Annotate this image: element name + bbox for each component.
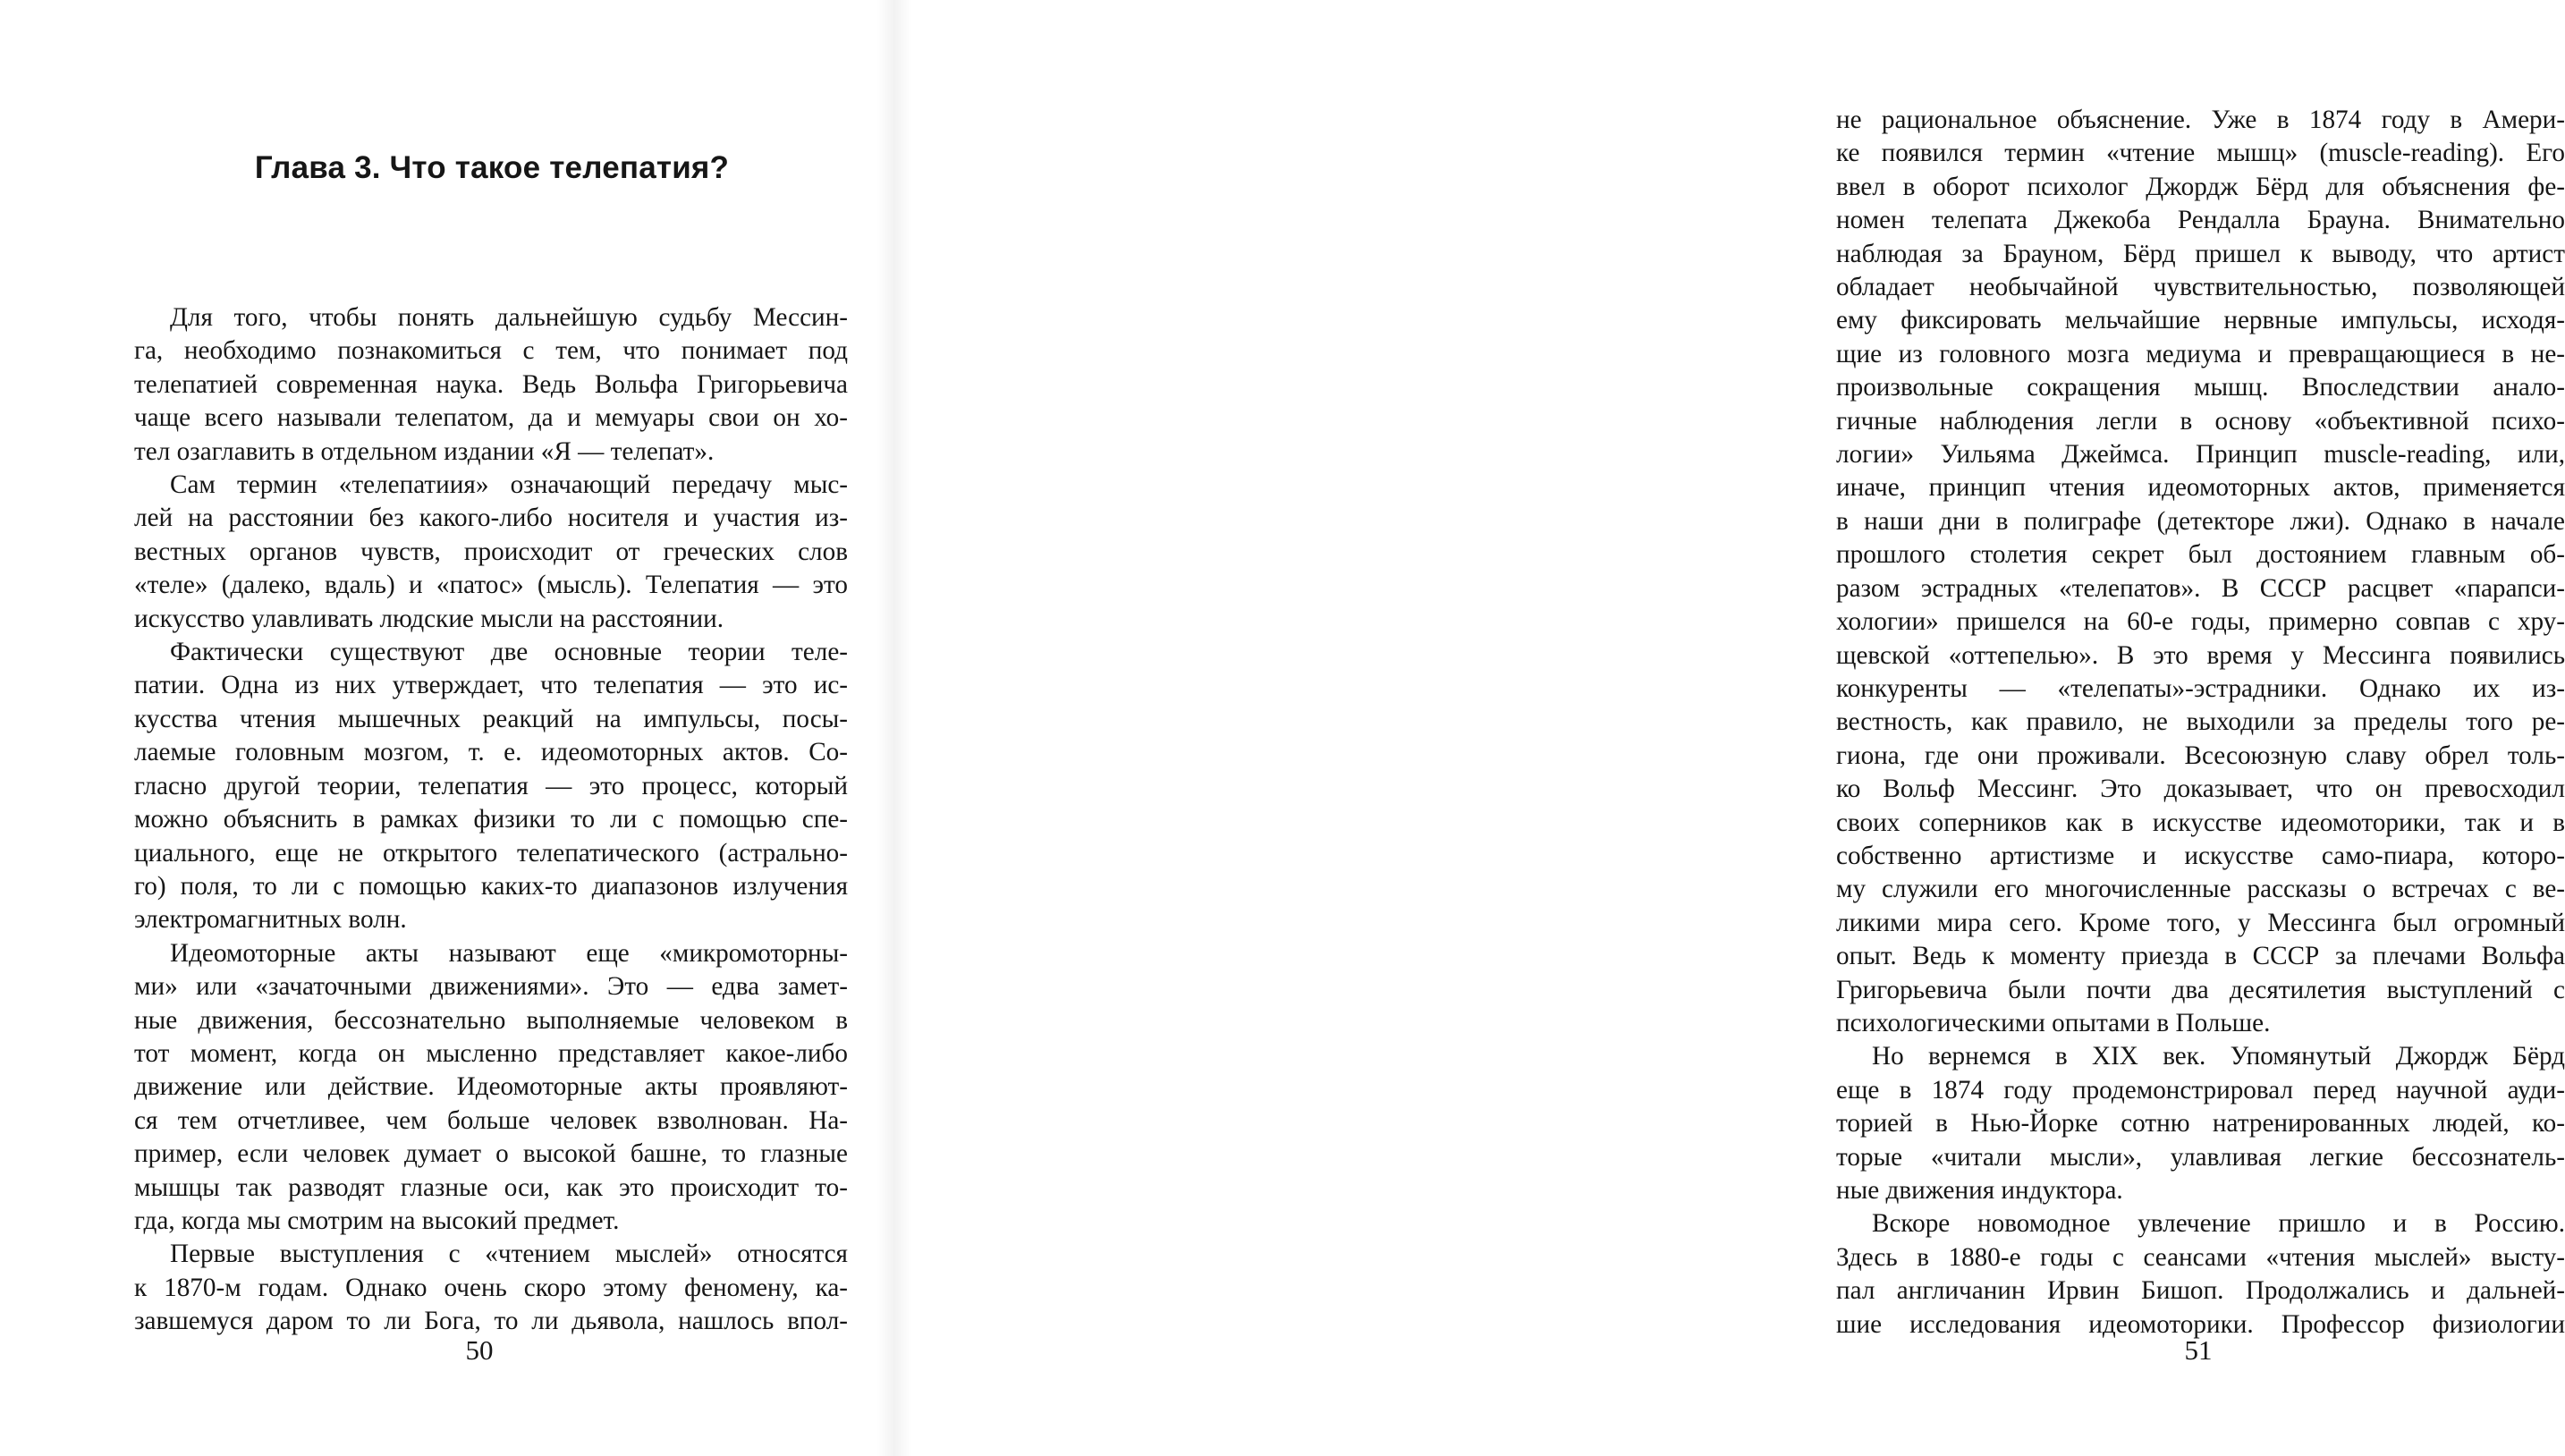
text-line: тот момент, когда он мысленно представляет какое-либо <box>134 1038 848 1068</box>
text-line: собственно артистизме и искусстве само-пиара, которо- <box>1836 841 2565 870</box>
text-line: ликими мира сего. Кроме того, у Мессинга был огромный <box>1836 908 2565 937</box>
text-line: наблюдая за Брауном, Бёрд пришел к выводу, что артист <box>1836 239 2565 268</box>
left-page-body <box>134 301 848 1339</box>
text-line: Идеомоторные акты называют еще «микромоторны- <box>170 938 848 968</box>
text-line: Григорьевича были почти два десятилетия выступлений с <box>1836 975 2565 1004</box>
left-page <box>0 0 894 1456</box>
text-line: го) поля, то ли с помощью каких-то диапазонов излучения <box>134 871 848 901</box>
text-line: обладает необычайной чувствительностью, позволяющей <box>1836 273 2565 302</box>
right-page <box>894 0 2565 1456</box>
text-line: торией в Нью-Йорке сотню натренированных людей, ко- <box>1836 1109 2565 1139</box>
text-line: Фактически существуют две основные теории теле- <box>170 638 848 667</box>
text-line: иначе, принцип чтения идеомоторных актов, применяется <box>1836 473 2565 503</box>
text-line: га, необходимо познакомиться с тем, что понимает под <box>134 336 848 366</box>
text-line: не рациональное объяснение. Уже в 1874 году в Амери- <box>1836 106 2565 134</box>
text-line: телепатией современная наука. Ведь Вольфа Григорьевича <box>134 369 848 399</box>
text-line: щевской «оттепелью». В это время у Мессинга появились <box>1836 640 2565 670</box>
text-line: движение или действие. Идеомоторные акты проявляют- <box>134 1072 848 1102</box>
page-number-right: 51 <box>2184 1334 2213 1366</box>
chapter-title: Глава 3. Что такое телепатия? <box>254 150 730 185</box>
text-line: щие из головного мозга медиума и превращающиеся в не- <box>1836 339 2565 368</box>
text-line: ми» или «зачаточными движениями». Это — едва замет- <box>134 972 848 1002</box>
text-line: искусство улавливать людские мысли на расстоянии. <box>134 604 724 633</box>
text-line: конкуренты — «телепаты»-эстрадники. Однако их из- <box>1836 673 2565 703</box>
text-line: психологическими опытами в Польше. <box>1836 1008 2271 1037</box>
text-line: еще в 1874 году продемонстрировал перед научной ауди- <box>1836 1075 2565 1105</box>
text-line: кусства чтения мышечных реакций на импульсы, посы- <box>134 704 848 733</box>
text-line: мышцы так разводят глазные оси, как это происходит то- <box>134 1172 848 1202</box>
text-line: завшемуся даром то ли Бога, то ли дьявола, нашлось впол- <box>134 1307 848 1336</box>
text-line: шие исследования идеомоторики. Профессор физиологии <box>1836 1309 2565 1339</box>
text-line: ные движения, бессознательно выполняемые человеком в <box>134 1005 848 1035</box>
text-line: ко Вольф Мессинг. Это доказывает, что он превосходил <box>1836 775 2565 804</box>
text-line: Но вернемся в XIX век. Упомянутый Джордж Бёрд <box>1872 1042 2565 1071</box>
page-number-left: 50 <box>465 1334 494 1366</box>
text-line: гиона, где они проживали. Всесоюзную славу обрел толь- <box>1836 741 2565 770</box>
text-line: опыт. Ведь к моменту приезда в СССР за плечами Вольфа <box>1836 942 2565 971</box>
text-line: торые «читали мысли», улавливая легкие бессознатель- <box>1836 1142 2565 1172</box>
text-line: ке появился термин «чтение мышц» (muscle-reading). Его <box>1836 139 2565 168</box>
text-line: к 1870-м годам. Однако очень скоро этому феномену, ка- <box>134 1273 848 1302</box>
text-line: логии» Уильяма Джеймса. Принцип muscle-reading, или, <box>1836 440 2565 470</box>
text-line: вестных органов чувств, происходит от греческих слов <box>134 537 848 566</box>
text-line: тел озаглавить в отдельном издании «Я — телепат». <box>134 436 715 466</box>
text-line: лаемые головным мозгом, т. е. идеомоторных актов. Со- <box>134 738 848 767</box>
text-line: гласно другой теории, телепатия — это процесс, который <box>134 771 848 800</box>
text-line: хологии» пришелся на 60-е годы, примерно совпав с хру- <box>1836 607 2565 637</box>
text-line: Здесь в 1880-е годы с сеансами «чтения мыслей» высту- <box>1836 1242 2565 1272</box>
text-line: разом эстрадных «телепатов». В СССР расцвет «парапси- <box>1836 573 2565 603</box>
text-line: ввел в оборот психолог Джордж Бёрд для объяснения фе- <box>1836 172 2565 201</box>
text-line: Сам термин «телепатиия» означающий передачу мыс- <box>170 470 848 500</box>
text-line: можно объяснить в рамках физики то ли с помощью спе- <box>134 805 848 834</box>
text-line: вестность, как правило, не выходили за пределы того ре- <box>1836 707 2565 737</box>
text-line: ему фиксировать мельчайшие нервные импульсы, исходя- <box>1836 306 2565 335</box>
text-line: ные движения индуктора. <box>1836 1176 2123 1205</box>
text-line: произвольные сокращения мышц. Впоследствии анало- <box>1836 373 2565 402</box>
text-line: гда, когда мы смотрим на высокий предмет. <box>134 1206 620 1235</box>
text-line: му служили его многочисленные рассказы о встречах с ве- <box>1836 875 2565 904</box>
text-line: «теле» (далеко, вдаль) и «патос» (мысль). Телепатия — это <box>134 571 848 600</box>
text-line: Для того, чтобы понять дальнейшую судьбу Мессин- <box>170 303 848 332</box>
text-line: гичные наблюдения легли в основу «объективной психо- <box>1836 406 2565 436</box>
text-line: пример, если человек думает о высокой башне, то глазные <box>134 1139 848 1169</box>
text-line: электромагнитных волн. <box>134 905 407 935</box>
text-line: пал англичанин Ирвин Бишоп. Продолжались и дальней- <box>1836 1276 2565 1306</box>
text-line: прошлого столетия секрет был достоянием главным об- <box>1836 540 2565 570</box>
right-page-body <box>1836 104 2565 1342</box>
text-line: циального, еще не открытого телепатического (астрально- <box>134 838 848 868</box>
text-line: своих соперников как в искусстве идеомоторики, так и в <box>1836 808 2565 837</box>
text-line: патии. Одна из них утверждает, что телепатия — это ис- <box>134 671 848 700</box>
text-line: чаще всего называли телепатом, да и мемуары свои он хо- <box>134 403 848 433</box>
text-line: Вскоре новомодное увлечение пришло и в Россию. <box>1872 1209 2565 1239</box>
text-line: лей на расстоянии без какого-либо носителя и участия из- <box>134 504 848 533</box>
text-line: в наши дни в полиграфе (детекторе лжи). Однако в начале <box>1836 506 2565 536</box>
text-line: ся тем отчетливее, чем больше человек взволнован. На- <box>134 1105 848 1135</box>
text-line: Первые выступления с «чтением мыслей» относятся <box>170 1240 848 1269</box>
text-line: номен телепата Джекоба Рендалла Брауна. Внимательно <box>1836 206 2565 235</box>
